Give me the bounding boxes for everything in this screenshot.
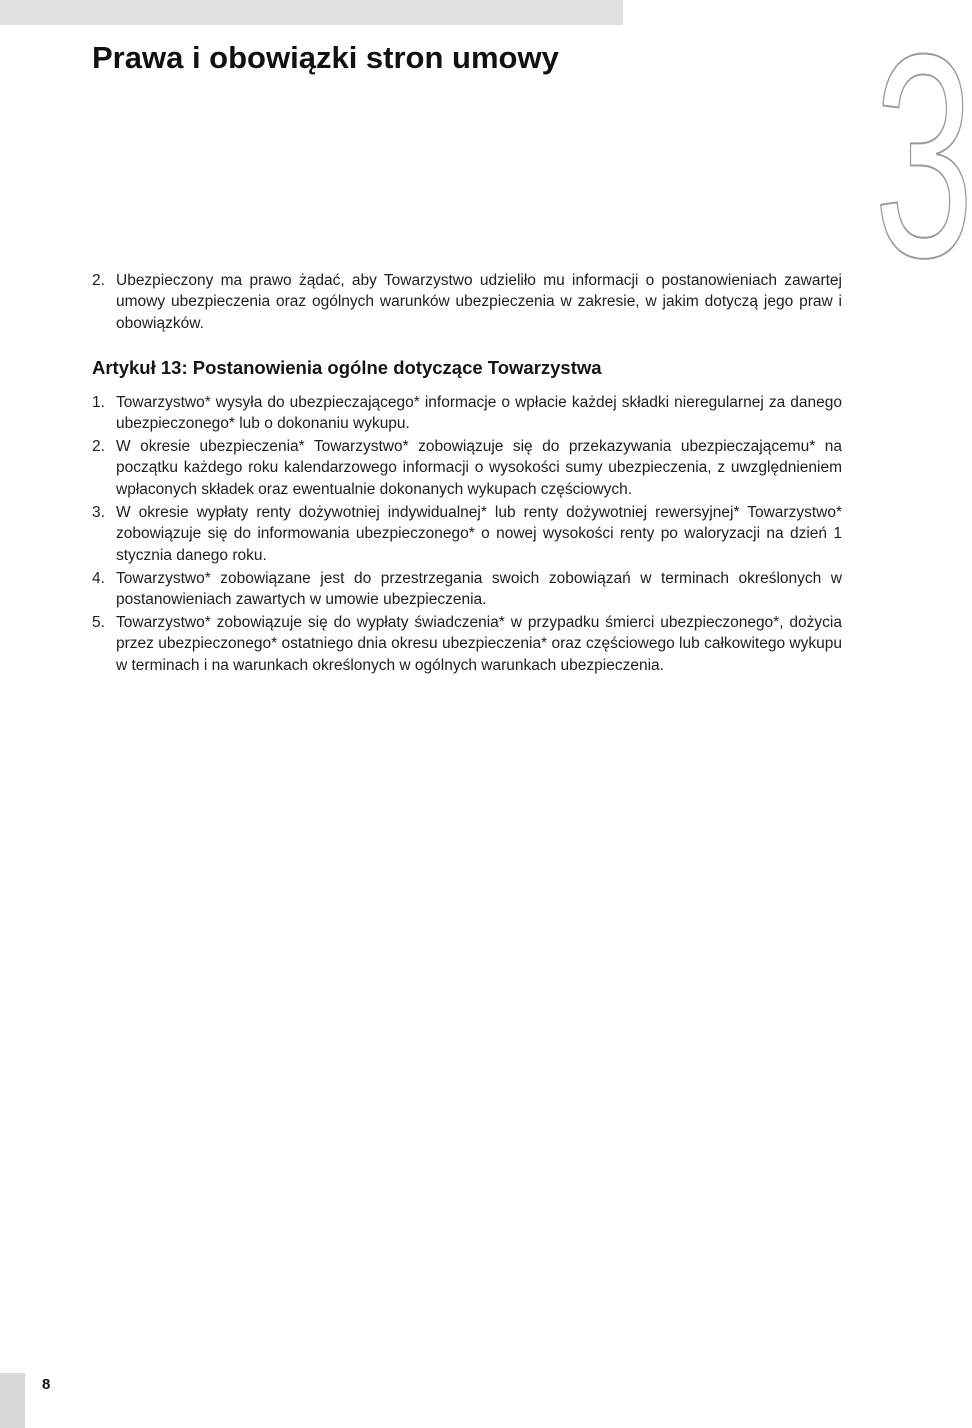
article-heading: Artykuł 13: Postanowienia ogólne dotyczące Towarzystwa xyxy=(92,357,602,378)
paragraph-number: 2. xyxy=(92,272,105,289)
item-number: 5. xyxy=(92,614,105,631)
item-text: Towarzystwo* zobowiązuje się do wypłaty świadczenia* w przypadku śmierci ubezpieczonego*, dożycia przez ubezpieczonego* ostatniego dnia okresu ubezpieczenia* oraz częściowego lub całkowitego wykupu w terminach i na warunkach określonych w ogólnych warunkach ubezpieczenia. xyxy=(116,614,842,674)
item-number: 3. xyxy=(92,504,105,521)
chapter-number: 3 xyxy=(874,0,972,318)
article-item-5 xyxy=(92,612,842,676)
article-item-1 xyxy=(92,392,842,435)
item-text: Towarzystwo* zobowiązane jest do przestrzegania swoich zobowiązań w terminach określonych w postanowieniach zawartych w umowie ubezpieczenia. xyxy=(116,570,842,609)
article-item-3 xyxy=(92,502,842,566)
page-title: Prawa i obowiązki stron umowy xyxy=(92,40,559,75)
header-bar xyxy=(0,0,623,25)
page-number: 8 xyxy=(42,1376,51,1393)
paragraph-text: Ubezpieczony ma prawo żądać, aby Towarzystwo udzieliło mu informacji o postanowieniach zawartej umowy ubezpieczenia oraz ogólnych warunków ubezpieczenia w zakresie, w jakim dotyczą jego praw i obowiązków. xyxy=(116,272,842,332)
intro-paragraph xyxy=(92,270,842,334)
article-item-4 xyxy=(92,568,842,611)
item-text: W okresie ubezpieczenia* Towarzystwo* zobowiązuje się do przekazywania ubezpieczającemu* na początku każdego roku kalendarzowego informacji o wysokości sumy ubezpieczenia, z uwzględnieniem wpłaconych składek oraz ewentualnie dokonanych wykupach częściowych. xyxy=(116,438,842,498)
item-text: Towarzystwo* wysyła do ubezpieczającego* informacje o wpłacie każdej składki nieregularnej za danego ubezpieczonego* lub o dokonaniu wykupu. xyxy=(116,394,842,433)
article-item-2 xyxy=(92,436,842,500)
item-text: W okresie wypłaty renty dożywotniej indywidualnej* lub renty dożywotniej rewersyjnej* Towarzystwo* zobowiązuje się do informowania ubezpieczonego* o nowej wysokości renty po waloryzacji na dzień 1 stycznia danego roku. xyxy=(116,504,842,564)
item-number: 4. xyxy=(92,570,105,587)
footer-bar xyxy=(0,1373,25,1428)
item-number: 1. xyxy=(92,394,105,411)
item-number: 2. xyxy=(92,438,105,455)
